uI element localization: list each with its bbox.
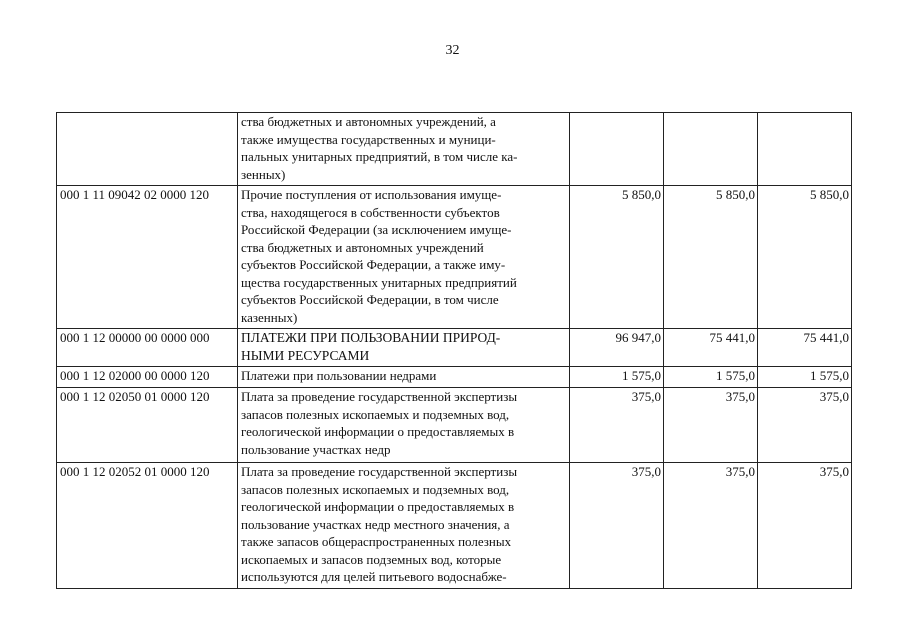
- name-line: Российской Федерации (за исключением имуще-: [241, 222, 512, 237]
- revenue-name-cell: [238, 388, 570, 463]
- name-line: субъектов Российской Федерации, в том числе: [241, 292, 499, 307]
- name-line: используются для целей питьевого водоснабже-: [241, 569, 507, 584]
- amount-year-3: 375,0: [758, 388, 852, 463]
- table-row: [57, 186, 852, 329]
- name-line: запасов полезных ископаемых и подземных вод,: [241, 481, 510, 497]
- table-row: [57, 113, 852, 186]
- budget-code-cell: 000 1 12 02052 01 0000 120: [57, 463, 238, 589]
- amount-year-2: [664, 113, 758, 186]
- name-line: геологической информации о предоставляемых в: [241, 499, 515, 514]
- name-line: субъектов Российской Федерации, а также иму-: [241, 257, 506, 272]
- amount-year-1: 5 850,0: [570, 186, 664, 329]
- amount-year-1: 375,0: [570, 388, 664, 463]
- name-line: ства бюджетных и автономных учреждений, а: [241, 114, 496, 129]
- table-row: [57, 388, 852, 463]
- name-line: Плата за проведение государственной экспертизы: [241, 464, 518, 479]
- name-line: Платежи при пользовании недрами: [241, 368, 437, 383]
- amount-year-2: 75 441,0: [664, 329, 758, 367]
- name-line: ства, находящегося в собственности субъектов: [241, 204, 500, 220]
- name-line: НЫМИ РЕСУРСАМИ: [241, 347, 370, 363]
- name-line: зенных): [241, 166, 286, 182]
- name-line: казенных): [241, 309, 298, 325]
- amount-year-1: 1 575,0: [570, 367, 664, 388]
- name-line: Плата за проведение государственной экспертизы: [241, 389, 518, 404]
- revenue-name-cell: [238, 367, 570, 388]
- revenue-name-cell: [238, 186, 570, 329]
- name-line: геологической информации о предоставляемых в: [241, 424, 515, 439]
- name-line: Прочие поступления от использования имуще-: [241, 187, 502, 202]
- amount-year-2: 1 575,0: [664, 367, 758, 388]
- budget-code-cell: 000 1 12 02050 01 0000 120: [57, 388, 238, 463]
- table-row: [57, 463, 852, 589]
- amount-year-3: 5 850,0: [758, 186, 852, 329]
- budget-code-cell: [57, 113, 238, 186]
- revenue-table: [56, 112, 852, 589]
- budget-code-cell: 000 1 11 09042 02 0000 120: [57, 186, 238, 329]
- revenue-name-cell: [238, 463, 570, 589]
- name-line: также запасов общераспространенных полезных: [241, 534, 512, 549]
- name-line: ископаемых и запасов подземных вод, которые: [241, 551, 502, 567]
- name-line: щества государственных унитарных предприятий: [241, 274, 517, 290]
- amount-year-2: 375,0: [664, 388, 758, 463]
- revenue-name-cell: [238, 329, 570, 367]
- amount-year-3: 1 575,0: [758, 367, 852, 388]
- amount-year-1: 96 947,0: [570, 329, 664, 367]
- amount-year-3: [758, 113, 852, 186]
- budget-code-cell: 000 1 12 00000 00 0000 000: [57, 329, 238, 367]
- name-line: запасов полезных ископаемых и подземных вод,: [241, 406, 510, 422]
- budget-code-cell: 000 1 12 02000 00 0000 120: [57, 367, 238, 388]
- table-row: [57, 367, 852, 388]
- amount-year-3: 75 441,0: [758, 329, 852, 367]
- table-row: [57, 329, 852, 367]
- name-line: пальных унитарных предприятий, в том числе ка-: [241, 149, 518, 164]
- name-line: пользование участках недр: [241, 441, 391, 457]
- amount-year-2: 375,0: [664, 463, 758, 589]
- name-line: ПЛАТЕЖИ ПРИ ПОЛЬЗОВАНИИ ПРИРОД-: [241, 330, 501, 345]
- page-number: 32: [445, 43, 460, 58]
- name-line: пользование участках недр местного значения, а: [241, 516, 510, 532]
- name-line: также имущества государственных и муници-: [241, 131, 496, 147]
- revenue-name-cell: [238, 113, 570, 186]
- name-line: ства бюджетных и автономных учреждений: [241, 239, 484, 255]
- amount-year-1: [570, 113, 664, 186]
- amount-year-3: 375,0: [758, 463, 852, 589]
- amount-year-2: 5 850,0: [664, 186, 758, 329]
- amount-year-1: 375,0: [570, 463, 664, 589]
